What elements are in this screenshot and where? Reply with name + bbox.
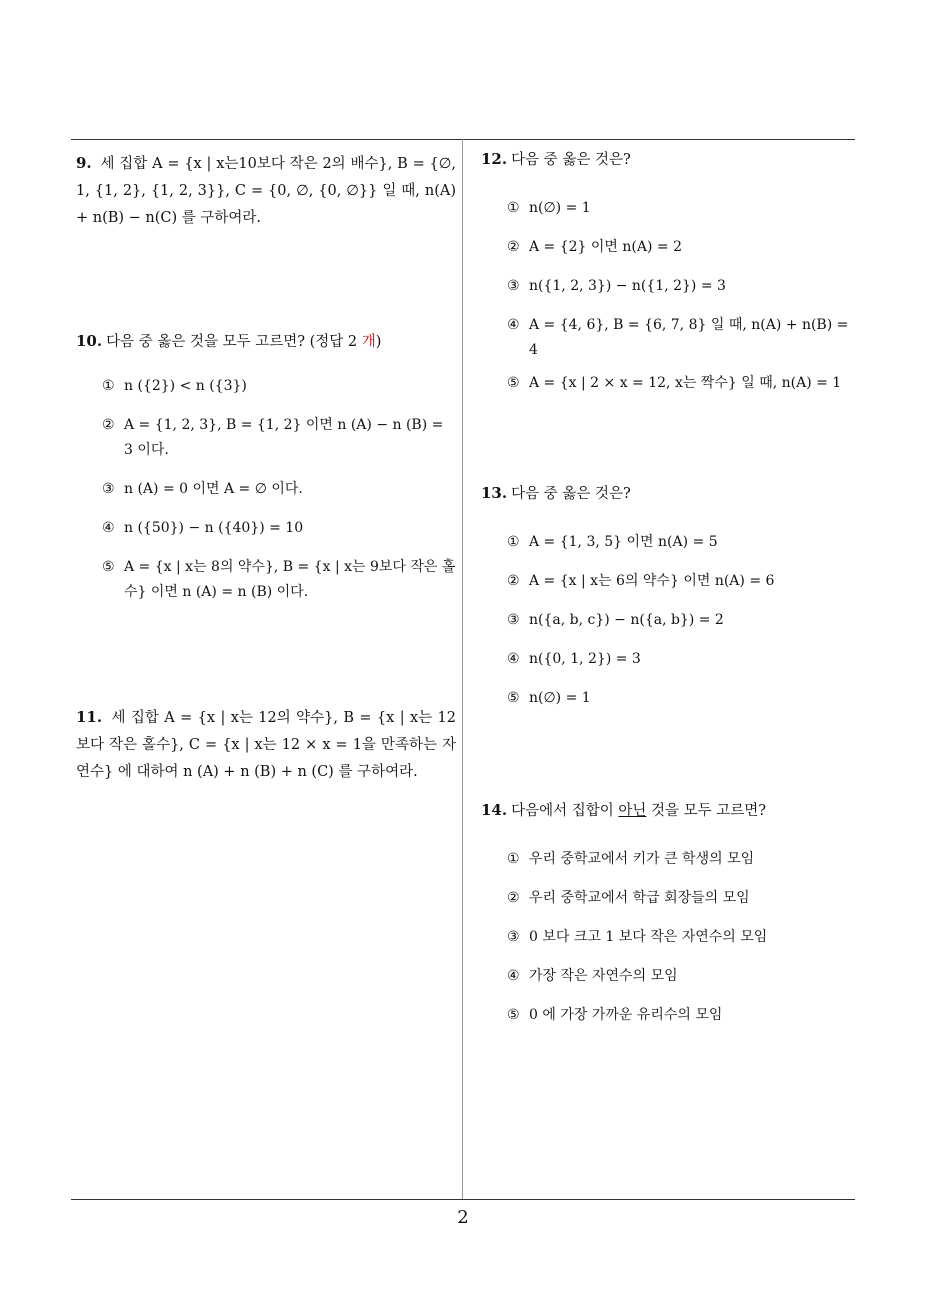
column-divider: [462, 139, 463, 1199]
option-mark: ④: [507, 651, 520, 667]
question-number: 10.: [76, 332, 103, 350]
question-10: [76, 328, 456, 619]
option-mark: ②: [507, 239, 520, 255]
option-mark: ⑤: [507, 1007, 520, 1023]
option-text: A = {x | x는 8의 약수}, B = {x | x는 9보다 작은 홀수} 이면 n (A) = n (B) 이다.: [124, 559, 456, 600]
option-item[interactable]: [507, 1003, 851, 1028]
option-item[interactable]: [507, 371, 851, 396]
question-text: 다음에서 집합이: [511, 803, 619, 819]
question-text: 세 집합 A = {x | x는10보다 작은 2의 배수}, B = {∅, 1, {1, 2}, {1, 2, 3}}, C = {0, ∅, {0, ∅}} 일 때, n(A) + n(B) − n(C) 를 구하여라.: [76, 156, 457, 226]
option-text: n (A) = 0 이면 A = ∅ 이다.: [124, 481, 303, 497]
option-mark: ④: [102, 520, 115, 536]
option-text: n({0, 1, 2}) = 3: [529, 651, 641, 667]
option-mark: ⑤: [102, 559, 115, 575]
option-list: [481, 196, 851, 396]
question-number: 12.: [481, 150, 508, 168]
option-item[interactable]: [507, 530, 851, 555]
question-number: 13.: [481, 484, 508, 502]
option-text: A = {x | 2 × x = 12, x는 짝수} 일 때, n(A) = 1: [529, 375, 842, 391]
option-mark: ①: [507, 851, 520, 867]
option-item[interactable]: [507, 886, 851, 911]
option-list: [481, 530, 851, 711]
top-rule: [71, 139, 855, 140]
question-text: 다음 중 옳은 것을 모두 고르면? (정답 2: [106, 334, 362, 350]
question-text: 다음 중 옳은 것은?: [511, 152, 631, 168]
underlined-text: 아닌: [618, 803, 647, 819]
option-list: [481, 847, 851, 1028]
option-text: 가장 작은 자연수의 모임: [529, 968, 678, 984]
question-12: [481, 146, 851, 410]
option-item[interactable]: [507, 313, 851, 363]
question-text-end: 것을 모두 고르면?: [646, 803, 767, 819]
option-item[interactable]: [507, 686, 851, 711]
option-mark: ④: [507, 317, 520, 333]
question-14: [481, 797, 851, 1042]
question-9: [76, 150, 456, 232]
option-item[interactable]: [507, 647, 851, 672]
option-mark: ⑤: [507, 690, 520, 706]
question-number: 14.: [481, 801, 508, 819]
option-item[interactable]: [102, 555, 456, 605]
option-text: 0 보다 크고 1 보다 작은 자연수의 모임: [529, 929, 768, 945]
option-text: n(∅) = 1: [529, 200, 591, 216]
option-text: A = {2} 이면 n(A) = 2: [529, 239, 683, 255]
option-item[interactable]: [507, 964, 851, 989]
option-text: n ({50}) − n ({40}) = 10: [124, 520, 304, 536]
option-text: 우리 중학교에서 학급 회장들의 모임: [529, 890, 750, 906]
option-item[interactable]: [102, 374, 456, 399]
option-mark: ②: [507, 573, 520, 589]
option-list: [76, 374, 456, 605]
option-item[interactable]: [507, 569, 851, 594]
option-text: A = {x | x는 6의 약수} 이면 n(A) = 6: [529, 573, 775, 589]
option-mark: ③: [507, 278, 520, 294]
page-number: 2: [457, 1207, 469, 1228]
bottom-rule: [71, 1199, 855, 1200]
option-text: n(∅) = 1: [529, 690, 591, 706]
option-mark: ②: [507, 890, 520, 906]
question-number: 9.: [76, 154, 92, 172]
question-13: [481, 480, 851, 725]
option-item[interactable]: [102, 413, 456, 463]
option-item[interactable]: [507, 274, 851, 299]
question-11: [76, 704, 456, 786]
option-text: 우리 중학교에서 키가 큰 학생의 모임: [529, 851, 755, 867]
option-item[interactable]: [507, 196, 851, 221]
option-text: 0 에 가장 가까운 유리수의 모임: [529, 1007, 723, 1023]
option-item[interactable]: [507, 847, 851, 872]
option-item[interactable]: [507, 608, 851, 633]
option-mark: ③: [102, 481, 115, 497]
option-text: A = {1, 3, 5} 이면 n(A) = 5: [529, 534, 718, 550]
option-text: n ({2}) < n ({3}): [124, 378, 247, 394]
question-text-close: ): [375, 334, 382, 350]
option-item[interactable]: [102, 516, 456, 541]
option-mark: ②: [102, 417, 115, 433]
option-item[interactable]: [102, 477, 456, 502]
option-mark: ①: [102, 378, 115, 394]
option-text: A = {4, 6}, B = {6, 7, 8} 일 때, n(A) + n(B) = 4: [529, 317, 849, 358]
option-item[interactable]: [507, 925, 851, 950]
option-text: n({1, 2, 3}) − n({1, 2}) = 3: [529, 278, 726, 294]
option-mark: ④: [507, 968, 520, 984]
option-mark: ①: [507, 200, 520, 216]
highlight-text: 개: [361, 334, 376, 350]
option-mark: ③: [507, 612, 520, 628]
option-mark: ①: [507, 534, 520, 550]
option-text: n({a, b, c}) − n({a, b}) = 2: [529, 612, 724, 628]
option-item[interactable]: [507, 235, 851, 260]
option-mark: ⑤: [507, 375, 520, 391]
option-text: A = {1, 2, 3}, B = {1, 2} 이면 n (A) − n (B) = 3 이다.: [124, 417, 444, 458]
question-text: 다음 중 옳은 것은?: [511, 486, 631, 502]
option-mark: ③: [507, 929, 520, 945]
question-text: 세 집합 A = {x | x는 12의 약수}, B = {x | x는 12보다 작은 홀수}, C = {x | x는 12 × x = 1을 만족하는 자연수} 에 대하여 n (A) + n (B) + n (C) 를 구하여라.: [76, 710, 456, 780]
question-number: 11.: [76, 708, 103, 726]
